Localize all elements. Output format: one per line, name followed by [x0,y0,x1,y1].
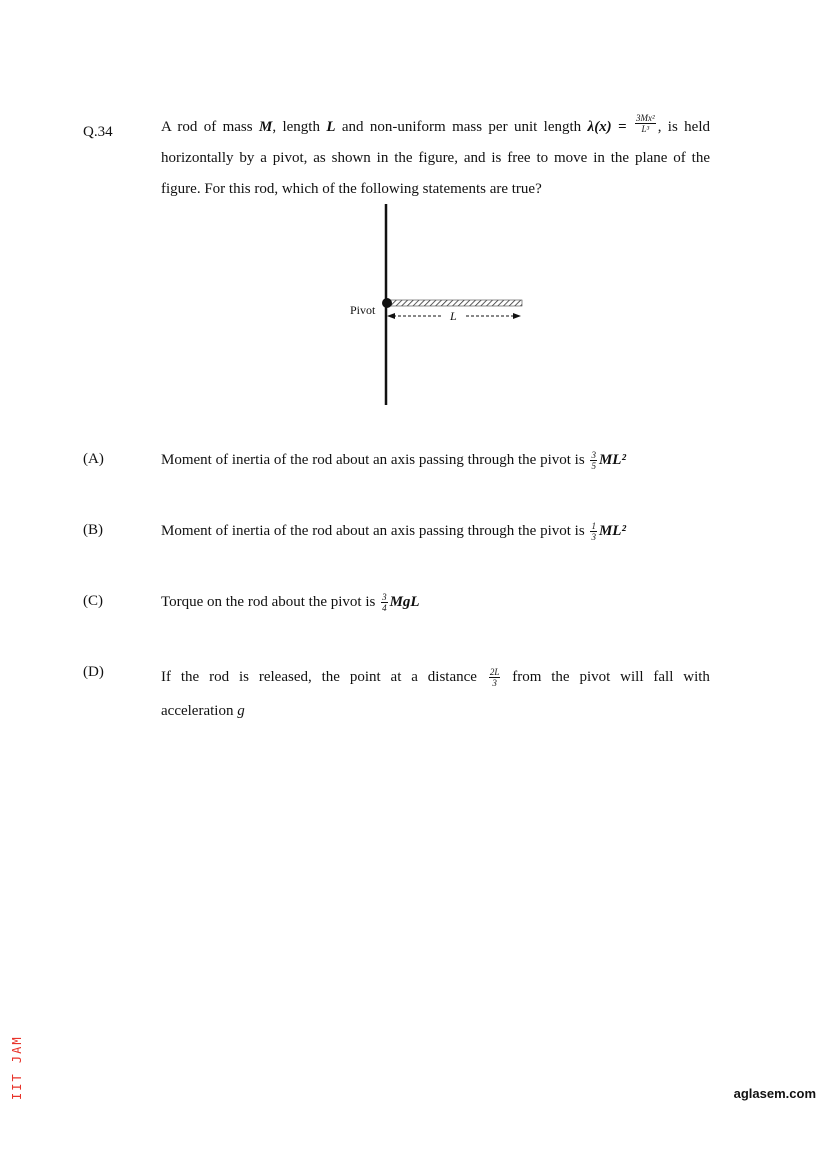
side-watermark [10,1030,34,1100]
option-c-num: 3 [382,592,387,602]
option-c-label: (C) [83,593,103,609]
option-d-word: the [551,669,570,685]
option-d-word: rod [209,669,230,685]
option-a-den: 5 [591,461,596,471]
lambda-denominator: L³ [641,124,650,135]
var-mass: M [258,119,273,135]
figure-svg [340,203,540,408]
var-length: L [326,119,336,135]
option-b-text: Moment of inertia of the rod about an axis passing through the pivot is [161,522,589,539]
option-d-word: the [321,669,340,685]
option-a-expr: ML² [598,451,626,468]
lambda-numerator: 3Mx² [635,113,655,124]
option-d-word: point [349,669,381,685]
question-stem [161,112,710,205]
option-d-word: with [683,669,710,685]
option-a-text: Moment of inertia of the rod about an axis passing through the pivot is [161,451,589,468]
option-b-num: 1 [591,521,596,531]
option-d-word: a [411,669,418,685]
option-d-line1 [161,660,710,694]
stem-text-4: , is held horizontally by a pivot, as shown in the figure, and is free to move in the plane of the figure. For this rod, which of the following statements are true? [161,119,711,197]
option-a-label: (A) [83,451,104,467]
option-c-text: Torque on the rod about the pivot is [161,593,380,610]
option-b-fraction [590,521,597,542]
option-b-expr: ML² [598,522,626,539]
pivot-point [382,298,392,308]
option-d-word: from [512,669,542,685]
option-c-expr: MgL [389,593,420,610]
option-d-word: If [161,669,171,685]
stem-text-1: A rod of mass [161,119,259,135]
option-d-label: (D) [83,664,104,680]
option-d [161,660,710,728]
option-d-word: pivot [579,669,611,685]
option-d-word: at [390,669,402,685]
option-d-text2: acceleration [161,703,238,719]
option-a-fraction [590,450,597,471]
stem-text-3: and non-uniform mass per unit length [335,119,588,135]
option-b-den: 3 [591,532,596,542]
option-d-word: distance [427,669,477,685]
stem-text-2: , length [272,119,327,135]
option-d-num: 2L [489,666,500,677]
pivot-label: Pivot [350,303,376,317]
lambda-expression: λ(x) = [587,119,627,135]
lambda-fraction [635,113,656,134]
length-label: L [450,309,457,323]
option-d-expr: g [237,703,245,719]
option-a-num: 3 [591,450,596,460]
option-d-word: released, [258,669,312,685]
option-d-den: 3 [492,677,497,688]
question-number: Q.34 [83,124,113,140]
option-d-line2 [161,694,710,728]
brand-footer: aglasem.com [733,1086,816,1101]
option-a [161,450,626,471]
side-label: IIT JAM [10,1035,24,1100]
option-b [161,521,626,542]
option-c [161,592,420,613]
option-c-den: 4 [382,603,387,613]
option-d-word: will [620,669,644,685]
option-d-word: is [238,669,249,685]
rod [386,300,522,306]
option-d-word: fall [653,669,674,685]
option-d-fraction [489,667,501,688]
option-c-fraction [381,592,388,613]
rod-pivot-figure [340,203,540,408]
option-d-word: the [180,669,200,685]
option-b-label: (B) [83,522,103,538]
